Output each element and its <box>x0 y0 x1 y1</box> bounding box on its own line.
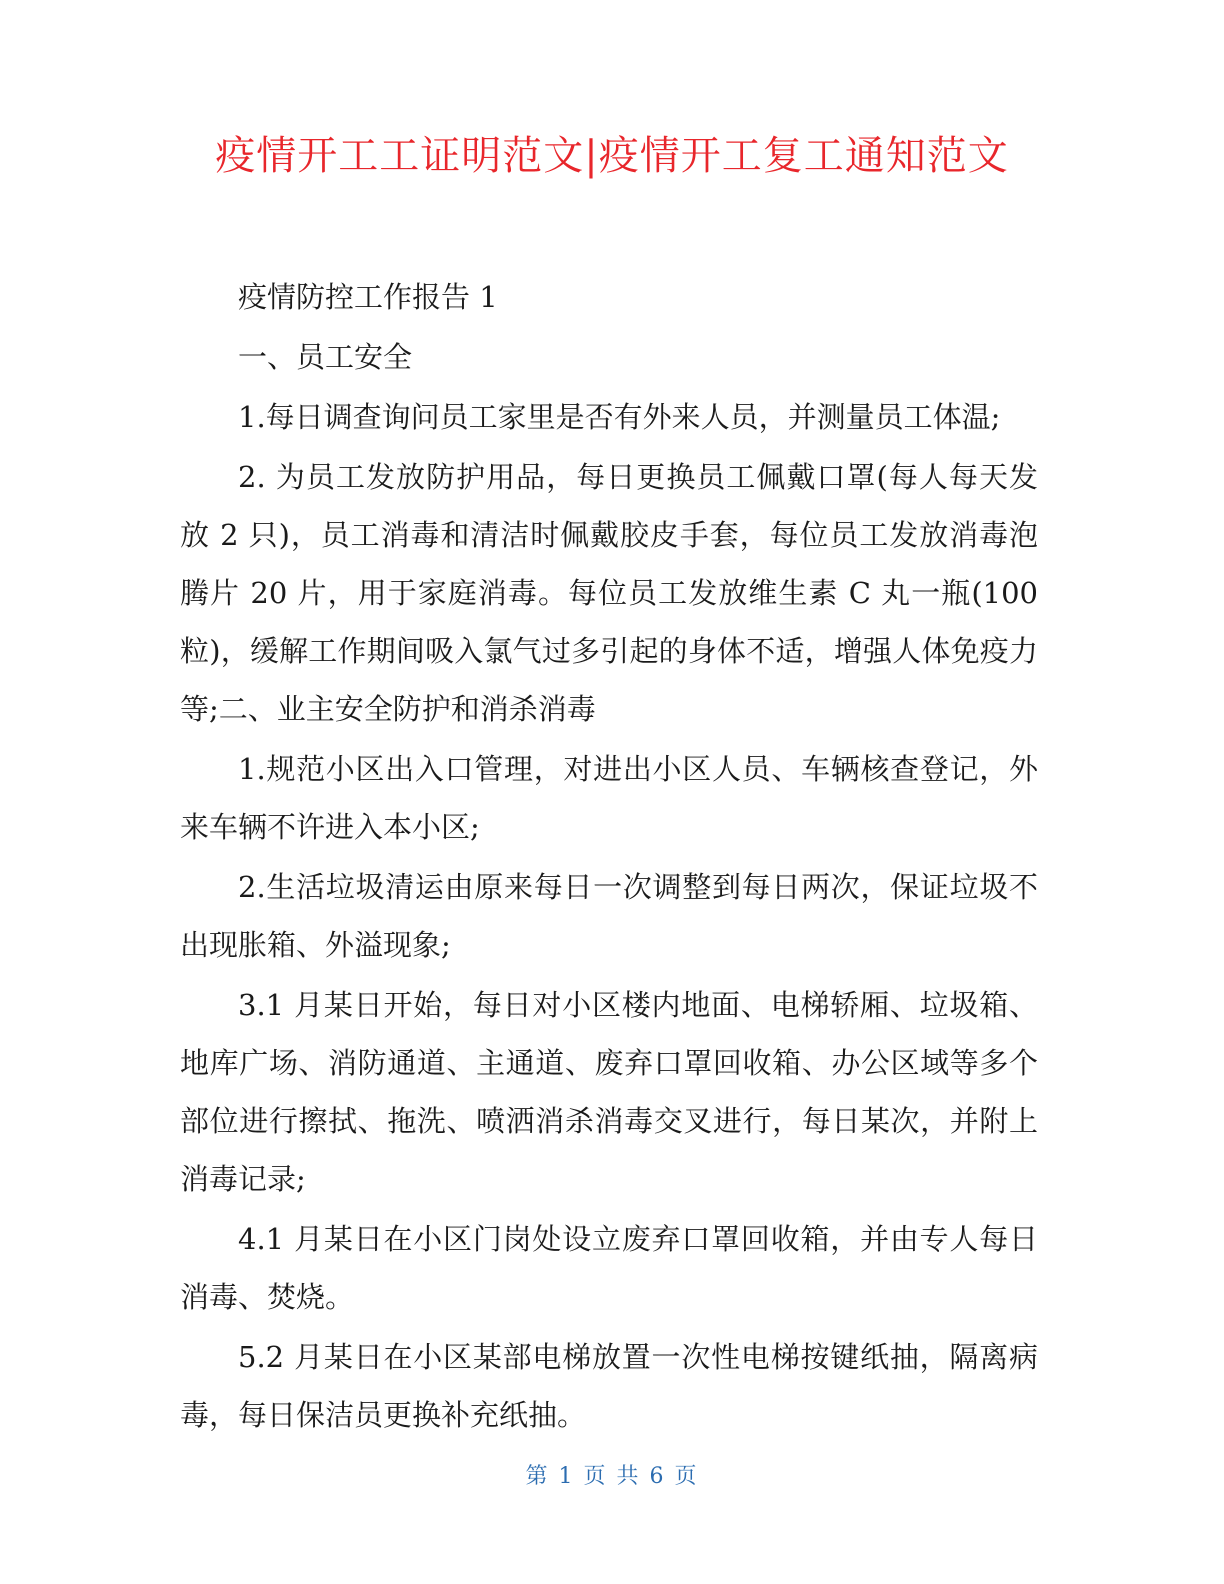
paragraph-report-heading: 疫情防控工作报告 1 <box>238 280 498 314</box>
paragraph-item: 2.生活垃圾清运由原来每日一次调整到每日两次，保证垃圾不出现胀箱、外溢现象; <box>180 870 1038 962</box>
paragraph-item: 4.1 月某日在小区门岗处设立废弃口罩回收箱，并由专人每日消毒、焚烧。 <box>180 1222 1038 1314</box>
document-body <box>180 268 1038 1446</box>
paragraph-section-employee-safety: 一、员工安全 <box>238 340 413 374</box>
page-number-footer: 第 1 页 共 6 页 <box>525 1464 699 1489</box>
document-title: 疫情开工工证明范文|疫情开工复工通知范文 <box>215 133 1009 179</box>
paragraph-item: 3.1 月某日开始，每日对小区楼内地面、电梯轿厢、垃圾箱、地库广场、消防通道、主通道、废弃口罩回收箱、办公区域等多个部位进行擦拭、拖洗、喷洒消杀消毒交叉进行，每日某次，并附上消毒记录; <box>180 988 1038 1196</box>
paragraph-item: 2. 为员工发放防护用品，每日更换员工佩戴口罩(每人每天发放 2 只)，员工消毒和清洁时佩戴胶皮手套，每位员工发放消毒泡腾片 20 片，用于家庭消毒。每位员工发放维生素 C 丸一瓶(100粒)，缓解工作期间吸入氯气过多引起的身体不适，增强人体免疫力等;二、业主安全防护和消杀消毒 <box>180 460 1038 726</box>
paragraph-item: 1.每日调查询问员工家里是否有外来人员，并测量员工体温; <box>238 400 1001 434</box>
paragraph-item: 5.2 月某日在小区某部电梯放置一次性电梯按键纸抽，隔离病毒，每日保洁员更换补充纸抽。 <box>180 1340 1038 1432</box>
paragraph-item: 1.规范小区出入口管理，对进出小区人员、车辆核查登记，外来车辆不许进入本小区; <box>180 752 1038 844</box>
